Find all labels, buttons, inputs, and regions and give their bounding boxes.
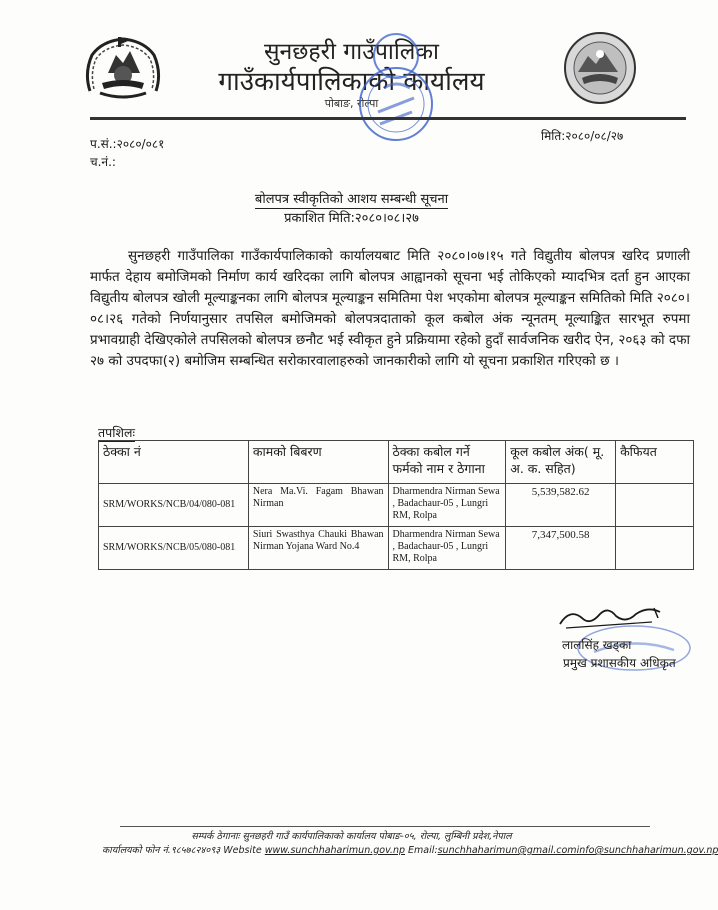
reference-number: प.सं.:२०८०/०८१ <box>90 137 165 151</box>
office-name: गाउँकार्यपालिकाको कार्यालय <box>218 67 485 97</box>
footer-email-link[interactable]: sunchhaharimun@gmail.com <box>437 845 577 856</box>
footer-divider <box>120 826 650 827</box>
footer-address: सम्पर्क ठेगानाः सुनछहरी गाउँ कार्यपालिकाको कार्यालय पोबाङ-०५, रोल्पा, लुम्बिनी प्रदेश,नेपाल <box>191 831 512 842</box>
bid-table <box>98 440 694 570</box>
office-address: पोबाङ, रोल्पा <box>324 97 379 110</box>
notice-title <box>0 189 703 207</box>
published-date: प्रकाशित मिति:२०८०।०८।२७ <box>284 211 419 226</box>
work-description: Nera Ma.Vi. Fagam Bhawan Nirman <box>248 484 388 527</box>
notice-title-text: बोलपत्र स्वीकृतिको आशय सम्बन्धी सूचना <box>254 192 449 207</box>
dispatch-number: च.नं.: <box>90 155 116 169</box>
footer-contact: कार्यालयको फोन नं.९८५७८२४०९३ Website www.sunchhaharimun.gov.np Email:sunchhaharimun@gmail.cominfo@sunchhaharimun.gov.np <box>102 845 718 856</box>
contract-no: SRM/WORKS/NCB/04/080-081 <box>99 484 249 527</box>
bid-amount: 7,347,500.58 <box>506 527 616 570</box>
signatory-title: प्रमुख प्रशासकीय अधिकृत <box>563 656 676 670</box>
office-stamp-icon <box>340 28 448 146</box>
header-contract-no: ठेक्का नं <box>99 441 249 484</box>
footer-website-link[interactable]: www.sunchhaharimun.gov.np <box>264 845 405 856</box>
firm-name: Dharmendra Nirman Sewa , Badachaur-05 , Lungri RM, Rolpa <box>388 484 506 527</box>
firm-name: Dharmendra Nirman Sewa , Badachaur-05 , Lungri RM, Rolpa <box>388 527 506 570</box>
header-remarks: कैफियत <box>616 441 694 484</box>
remarks <box>616 484 694 527</box>
header-amount: कूल कबोल अंक( मू. अ. क. सहित) <box>506 441 616 484</box>
header-work-description: कामको बिबरण <box>248 441 388 484</box>
letter-date: मिति:२०८०/०८/२७ <box>541 129 624 143</box>
footer-website-label: Website <box>223 845 262 856</box>
municipality-name: सुनछहरी गाउँपालिका <box>263 39 440 65</box>
table-row <box>99 527 694 570</box>
signatory-name: लालसिंह खड्का <box>562 638 632 652</box>
header-divider <box>90 117 686 120</box>
footer-email-label: Email <box>408 845 435 856</box>
contract-no: SRM/WORKS/NCB/05/080-081 <box>99 527 249 570</box>
header-firm: ठेक्का कबोल गर्ने फर्मको नाम र ठेगाना <box>388 441 506 484</box>
table-header-row <box>99 441 694 484</box>
work-description: Siuri Swasthya Chauki Bhawan Nirman Yojana Ward No.4 <box>248 527 388 570</box>
notice-body: सुनछहरी गाउँपालिका गाउँकार्यपालिकाको कार्यालयबाट मिति २०८०।०७।१५ गते विद्युतीय बोलपत्र खरिद प्रणाली मार्फत देहाय बमोजिमको निर्माण कार्य खरिदका लागि बोलपत्र आह्वानको सूचना भई तोकिएको म्यादभित्र दर्ता हुन आएका विद्युतीय बोलपत्र खोली मूल्याङ्कनका लागि बोलपत्र मूल्याङ्कन समितिमा पेश भएकोमा बोलपत्र मूल्याङ्कन समितिको मिति २०८०।०८।२६ गतेको निर्णयानुसार तपसिल बमोजिमको बोलपत्रदाताको कूल कबोल अंक न्यूनतम् मूल्याङ्कित सारभूत रुपमा प्रभावग्राही देखिएकोले तपसिलको बोलपत्र छनौट भई स्वीकृत हुने प्रक्रियामा रहेको हुदाँ सार्वजनिक खरीद ऐन, २०६३ को दफा २७ को उपदफा(२) बमोजिम सम्बन्धित सरोकारवालाहरुको जानकारीको लागि यो सूचना प्रकाशित गरिएको छ । <box>90 248 690 369</box>
table-label: तपशिलः <box>98 425 135 440</box>
footer-email-link-2[interactable]: info@sunchhaharimun.gov.np <box>576 845 718 856</box>
bid-amount: 5,539,582.62 <box>506 484 616 527</box>
footer-phone: कार्यालयको फोन नं.९८५७८२४०९३ <box>102 845 221 856</box>
table-row <box>99 484 694 527</box>
remarks <box>616 527 694 570</box>
